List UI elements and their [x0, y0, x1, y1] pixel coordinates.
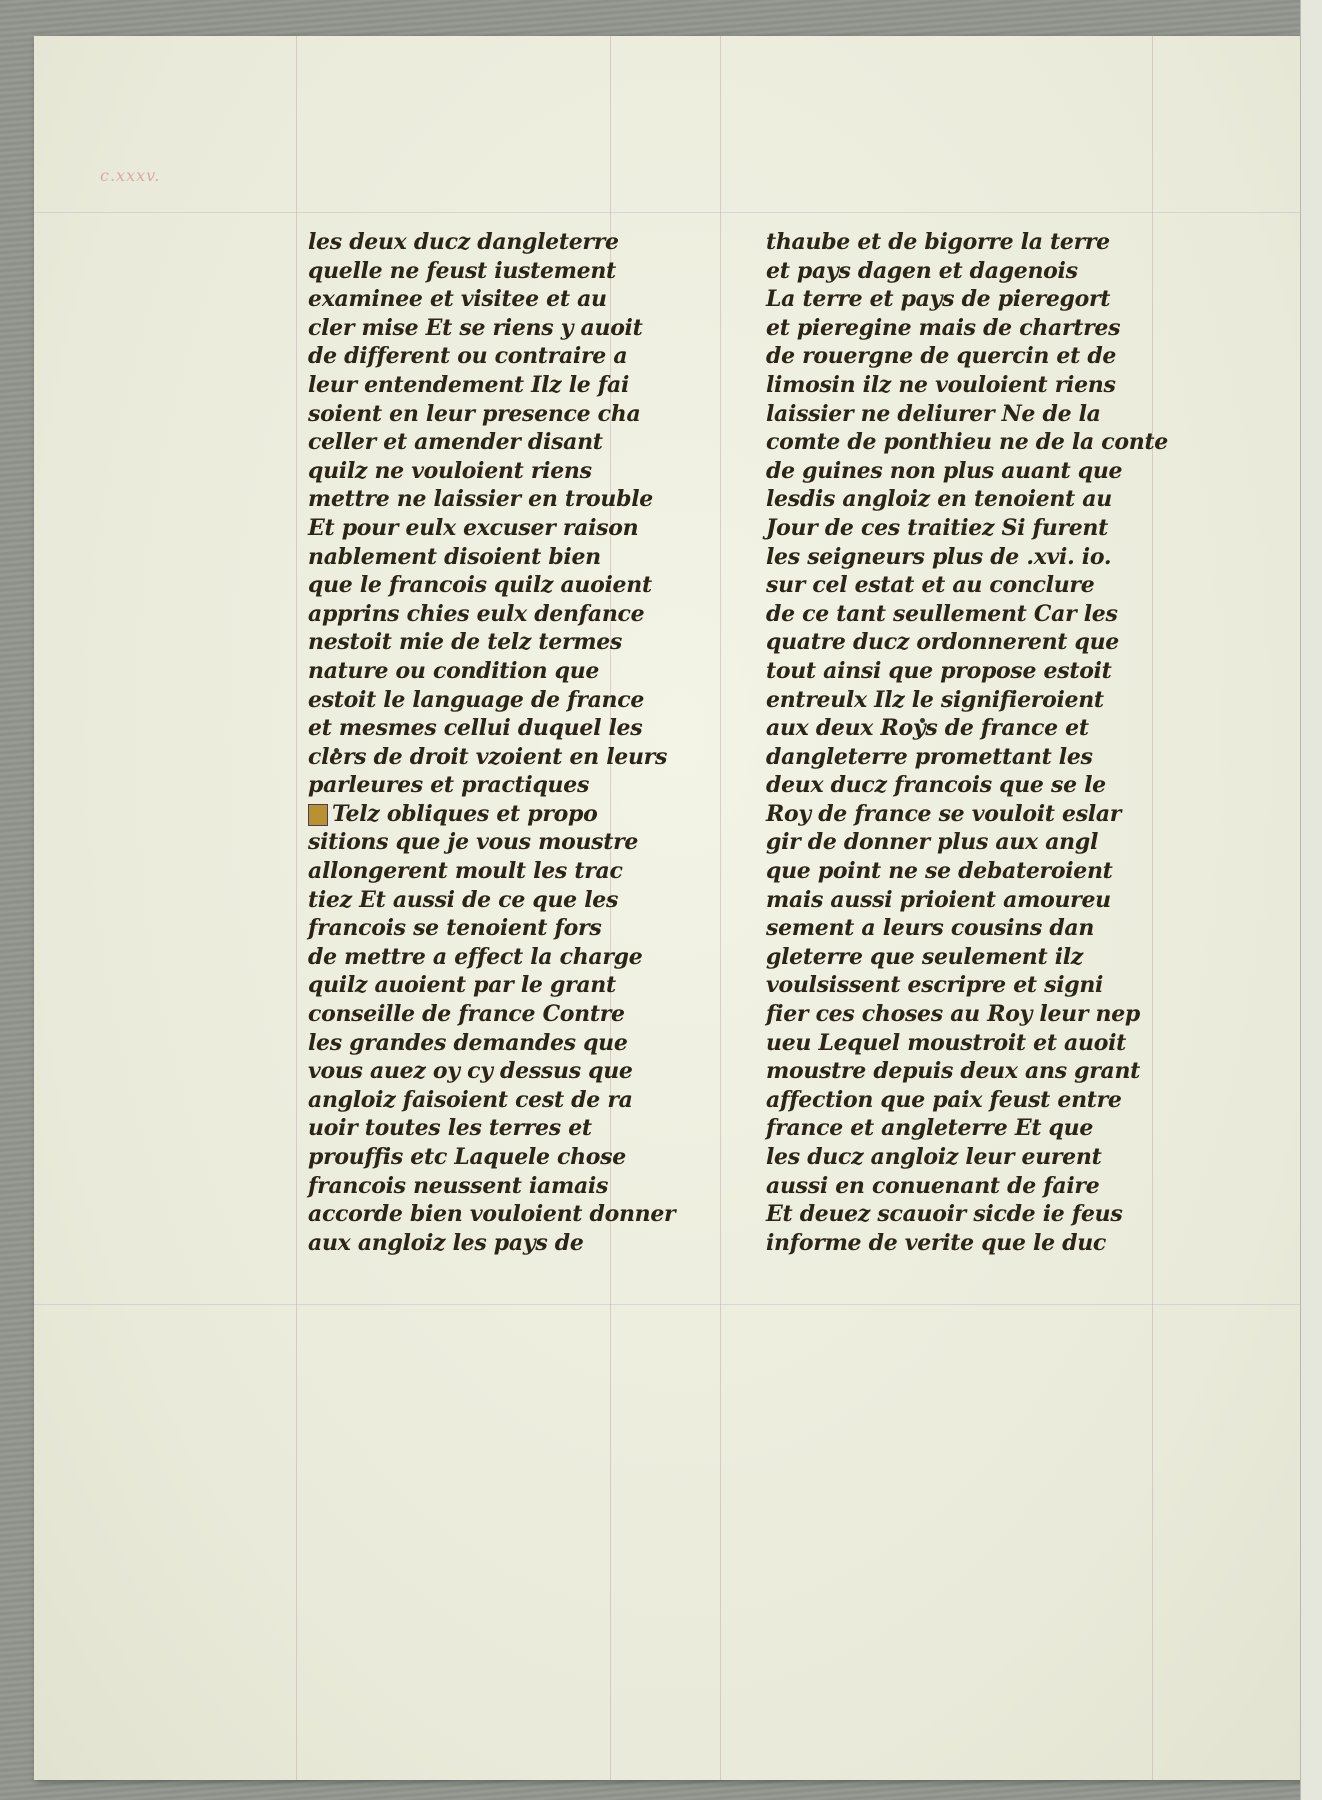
- text-line: [766, 857, 1113, 886]
- text-line: [766, 628, 1119, 657]
- text-line: [766, 943, 1106, 972]
- text-line: [308, 342, 638, 371]
- text-line-content: nature ou condition que: [308, 657, 600, 684]
- text-line: [308, 1143, 638, 1172]
- text-line-content: et mesmes cellui duquel les: [308, 715, 643, 742]
- text-line-content: nablement disoient bien: [308, 543, 601, 570]
- text-column-left: [308, 228, 676, 1257]
- text-line: [766, 743, 1106, 772]
- text-line-content: La terre et pays de pieregort: [766, 286, 1111, 313]
- text-line-content: Jour de ces traitiez Si furent: [766, 514, 1108, 541]
- text-line-content: gir de donner plus aux angl: [766, 829, 1099, 856]
- text-line: [308, 1229, 638, 1258]
- text-line: [308, 400, 641, 429]
- text-line-content: moustre depuis deux ans grant: [766, 1058, 1141, 1085]
- text-line-content: mais aussi prioient amoureu: [766, 886, 1111, 913]
- text-line: [308, 800, 638, 829]
- ruling-line: [1152, 36, 1153, 1780]
- text-line: [766, 600, 1118, 629]
- text-line-content: tiez Et aussi de ce que les: [308, 886, 619, 913]
- text-line-content: et pieregine mais de chartres: [766, 314, 1121, 341]
- text-column-right: [766, 228, 1169, 1257]
- text-line-content: quilz ne vouloient riens: [308, 457, 592, 484]
- text-line: [308, 428, 638, 457]
- text-line: [766, 314, 1121, 343]
- text-line-content: aux deux Roys de france et: [766, 715, 1089, 742]
- text-line: [766, 342, 1117, 371]
- text-line: [308, 457, 638, 486]
- text-line-content: prouffis etc Laquele chose: [308, 1144, 626, 1170]
- text-line-content: uoir toutes les terres et: [308, 1115, 592, 1142]
- text-line: [766, 714, 1106, 743]
- text-line-content: affection que paix feust entre: [766, 1086, 1122, 1113]
- text-line-content: de different ou contraire a: [308, 343, 628, 370]
- text-line-content: les grandes demandes que: [308, 1029, 628, 1056]
- text-line: [766, 514, 1106, 543]
- text-line-content: de guines non plus auant que: [766, 457, 1123, 484]
- text-line: [308, 714, 643, 743]
- text-line: [308, 828, 638, 857]
- text-line-content: lesdis angloiz en tenoient au: [766, 486, 1112, 513]
- text-line: [308, 285, 638, 314]
- text-line-content: deux ducz francois que se le: [766, 772, 1106, 799]
- text-line: [766, 1172, 1106, 1201]
- text-line: [308, 886, 638, 915]
- manuscript-page: [34, 36, 1322, 1780]
- text-line-content: quelle ne feust iustement: [308, 257, 616, 284]
- text-line-content: leur entendement Ilz le fai: [308, 371, 630, 398]
- text-line: [308, 1029, 638, 1058]
- text-line-content: de mettre a effect la charge: [308, 943, 643, 970]
- text-line-content: les deux ducz dangleterre: [308, 229, 619, 255]
- text-line: [766, 571, 1106, 600]
- text-line-content: accorde bien vouloient donner: [308, 1201, 676, 1228]
- text-line: [308, 743, 668, 772]
- text-line: [766, 1229, 1106, 1258]
- text-line-content: laissier ne deliurer Ne de la: [766, 400, 1101, 427]
- text-line-content: de rouergne de quercin et de: [766, 343, 1117, 370]
- text-line: [766, 886, 1111, 915]
- text-line: [766, 428, 1169, 457]
- text-line: [766, 257, 1106, 286]
- text-line: [766, 1000, 1140, 1029]
- text-line-content: sitions que je vous moustre: [308, 829, 639, 856]
- text-line-content: gleterre que seulement ilz: [766, 943, 1084, 970]
- text-line: [308, 771, 638, 800]
- text-line-content: que point ne se debateroient: [766, 858, 1113, 885]
- text-line-content: informe de verite que le duc: [766, 1229, 1107, 1256]
- text-line: [308, 1000, 638, 1029]
- text-line-content: examinee et visitee et au: [308, 286, 607, 313]
- text-line-content: dangleterre promettant les: [766, 743, 1093, 770]
- text-line-content: et pays dagen et dagenois: [766, 257, 1078, 284]
- text-line: [308, 371, 638, 400]
- text-line-content: Roy de france se vouloit eslar: [766, 800, 1122, 827]
- adjacent-page-edge: [1300, 0, 1322, 1800]
- text-line-content: sement a leurs cousins dan: [766, 915, 1095, 942]
- text-line-content: celler et amender disant: [308, 429, 603, 456]
- text-line-content: voulsissent escripre et signi: [766, 972, 1104, 999]
- ruling-line: [34, 1304, 1322, 1305]
- text-line: [308, 543, 638, 572]
- text-line-content: clers de droit vzoient en leurs: [308, 743, 668, 770]
- text-line: [308, 600, 645, 629]
- text-line-content: estoit le language de france: [308, 686, 645, 713]
- text-line: [766, 1057, 1141, 1086]
- text-line: [308, 571, 652, 600]
- text-line: [308, 1200, 676, 1229]
- text-line-content: conseille de france Contre: [308, 1001, 625, 1028]
- text-line: [308, 514, 638, 543]
- text-line-content: allongerent moult les trac: [308, 858, 623, 885]
- ruling-line: [296, 36, 297, 1780]
- text-line: [766, 400, 1106, 429]
- text-line-content: que le francois quilz auoient: [308, 572, 652, 599]
- text-line: [308, 657, 638, 686]
- text-line-content: les seigneurs plus de .xvi. io.: [766, 543, 1112, 570]
- text-line-content: france et angleterre Et que: [766, 1115, 1094, 1142]
- text-line-content: apprins chies eulx denfance: [308, 600, 645, 627]
- text-line: [766, 1200, 1123, 1229]
- text-line-content: de ce tant seullement Car les: [766, 600, 1118, 627]
- text-line: [308, 314, 643, 343]
- text-line-content: quatre ducz ordonnerent que: [766, 629, 1119, 656]
- text-line-content: vous auez oy cy dessus que: [308, 1058, 633, 1085]
- text-line: [766, 1029, 1127, 1058]
- text-line-content: cler mise Et se riens y auoit: [308, 314, 643, 341]
- text-line: [766, 1143, 1106, 1172]
- text-line: [766, 485, 1112, 514]
- text-line: [308, 628, 638, 657]
- text-line-content: sur cel estat et au conclure: [766, 572, 1095, 599]
- text-line: [308, 228, 638, 257]
- text-line-content: quilz auoient par le grant: [308, 972, 616, 999]
- text-line: [308, 1086, 638, 1115]
- text-line: [308, 1172, 638, 1201]
- text-line: [766, 457, 1123, 486]
- text-line: [308, 857, 638, 886]
- text-line: [308, 686, 645, 715]
- illuminated-initial: [308, 804, 328, 826]
- text-line-content: fier ces choses au Roy leur nep: [766, 1001, 1140, 1028]
- text-line: [766, 800, 1122, 829]
- text-line-content: entreulx Ilz le signifieroient: [766, 686, 1104, 713]
- text-line-content: ueu Lequel moustroit et auoit: [766, 1029, 1127, 1056]
- text-line: [766, 971, 1106, 1000]
- text-line: [308, 943, 643, 972]
- text-line-content: Et pour eulx excuser raison: [308, 514, 639, 541]
- ruling-line: [720, 36, 721, 1780]
- text-line: [766, 771, 1106, 800]
- text-line: [766, 285, 1111, 314]
- text-line-content: angloiz faisoient cest de ra: [308, 1086, 633, 1113]
- text-line: [766, 228, 1110, 257]
- ruling-line: [34, 212, 1322, 213]
- text-line-content: francois se tenoient fors: [308, 915, 602, 942]
- text-line: [766, 1086, 1122, 1115]
- text-line-content: Telz obliques et propo: [332, 800, 598, 827]
- text-line: [766, 686, 1106, 715]
- text-line: [766, 828, 1106, 857]
- text-line-content: francois neussent iamais: [308, 1172, 609, 1199]
- text-line: [308, 1114, 638, 1143]
- text-line: [766, 657, 1112, 686]
- text-line: [308, 257, 638, 286]
- text-line-content: aux angloiz les pays de: [308, 1229, 584, 1256]
- text-line: [308, 971, 638, 1000]
- text-line: [308, 1057, 638, 1086]
- text-line-content: parleures et practiques: [308, 772, 590, 799]
- text-line-content: mettre ne laissier en trouble: [308, 486, 653, 513]
- text-line: [766, 543, 1112, 572]
- text-line-content: tout ainsi que propose estoit: [766, 657, 1112, 684]
- text-line-content: nestoit mie de telz termes: [308, 629, 623, 656]
- text-line-content: les ducz angloiz leur eurent: [766, 1144, 1102, 1170]
- text-line-content: soient en leur presence cha: [308, 400, 641, 427]
- text-line-content: comte de ponthieu ne de la conte: [766, 429, 1169, 456]
- text-line: [308, 914, 638, 943]
- text-line: [308, 485, 653, 514]
- text-line-content: Et deuez scauoir sicde ie feus: [766, 1201, 1123, 1228]
- text-line-content: limosin ilz ne vouloient riens: [766, 371, 1116, 398]
- text-line: [766, 1114, 1106, 1143]
- folio-mark: c.xxxv.: [100, 166, 161, 185]
- text-line-content: thaube et de bigorre la terre: [766, 229, 1110, 255]
- text-line-content: aussi en conuenant de faire: [766, 1172, 1100, 1199]
- text-line: [766, 914, 1106, 943]
- text-line: [766, 371, 1116, 400]
